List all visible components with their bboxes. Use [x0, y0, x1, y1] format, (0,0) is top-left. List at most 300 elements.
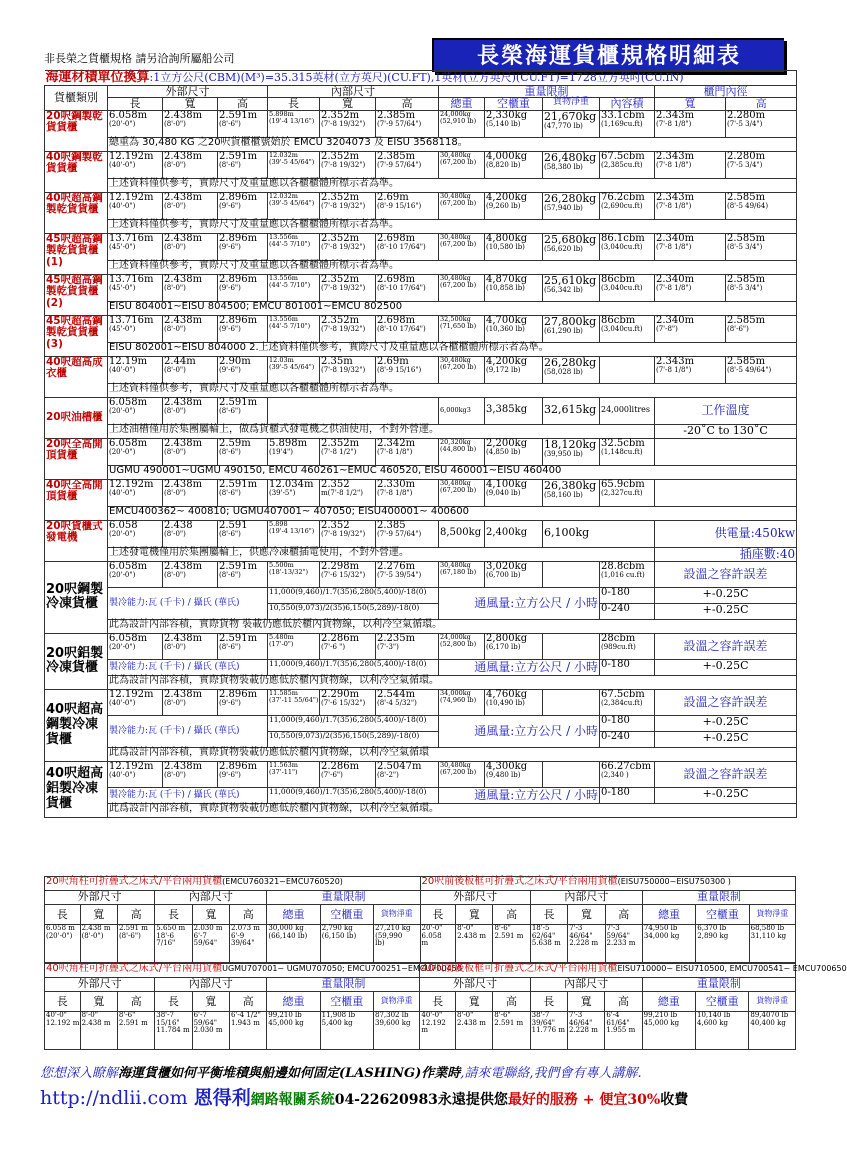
tare-weight: 4,870kg (10,858 lb)	[485, 274, 543, 301]
ventilation-value: 0-180	[600, 659, 655, 675]
cooling-capacity: 11,000(9,460)/1.7(35)6,280(5,400)/-18(0)	[268, 787, 439, 803]
header-door-height: 高	[726, 98, 797, 111]
ext-length: 12.192m (40'-0")	[108, 689, 163, 715]
int-height: 2.698m (8'-10 17/64")	[376, 233, 439, 260]
cooling-capacity: 11,000(9,460)/1.7(35)6,280(5,400)/-18(0)	[268, 715, 439, 731]
capacity: 28.8cbm (1,016 cu.ft)	[600, 561, 655, 587]
int-length: 5.500m (18'-13/32")	[268, 561, 320, 587]
gross-weight: 30,480kg (67,200 lb)	[439, 151, 485, 178]
header-int: 內部尺寸	[155, 978, 267, 992]
door-width: 2.343m (7'-8 1/8")	[655, 110, 726, 137]
flat-title: 20呎前後板框可折疊式之床式/平台兩用貨櫃(EISU750000~EISU750300 )	[420, 877, 795, 891]
header-width: 寬	[455, 992, 492, 1012]
flat-cell: 7'-3 59/64" 2.233 m	[605, 925, 642, 963]
header-gross: 總重	[267, 992, 320, 1012]
header-length: 長	[155, 992, 192, 1012]
int-width: 2.352m (7'-8 19/32")	[320, 315, 376, 342]
ext-length: 6.058 (20'-0")	[108, 520, 163, 547]
int-height: 2.698m (8'-10 17/64")	[376, 315, 439, 342]
int-width: 2.298m (7'-6 15/32")	[320, 561, 376, 587]
capacity	[600, 356, 655, 383]
flat-cell: 87,302 lb 39,600 kg	[374, 1012, 420, 1050]
flat-cell: 2.073 m 6'-9 39/64"	[230, 925, 267, 963]
ext-width: 2.438m (8'-0")	[163, 561, 218, 587]
tare-weight: 4,200kg (9,172 lb)	[485, 356, 543, 383]
door-height: 2.585m (8'-5 3/4")	[726, 233, 797, 260]
ext-length: 6.058m (20'-0")	[108, 561, 163, 587]
flat-cell: 40'-0" 12.192 m	[45, 1012, 81, 1050]
tare-weight: 4,760kg (10,490 lb)	[485, 689, 543, 715]
tolerance-value: +-0.25C	[655, 587, 797, 603]
table-row	[45, 233, 797, 260]
gross-weight: 24,000kg (52,910 lb)	[439, 110, 485, 137]
header-gross: 總重	[267, 905, 320, 925]
header-height: 高	[493, 905, 530, 925]
header-payload: 貨物淨重	[749, 905, 795, 925]
header-payload: 貨物淨重	[543, 98, 600, 111]
flat-cell: 74,950 lb 34,000 kg	[642, 925, 695, 963]
ext-height: 2.90m (9'-6")	[218, 356, 268, 383]
ext-height: 2.896m (9'-6")	[218, 315, 268, 342]
int-empty	[268, 397, 439, 424]
header-ext: 外部尺寸	[45, 891, 155, 905]
int-width: 2.352m (7'-8 19/32")	[320, 233, 376, 260]
flat-cell: 2.591 m (8'-6")	[117, 925, 154, 963]
container-type: 20呎鋁製冷凍貨櫃	[45, 633, 108, 689]
flat-cell: 2.438 m (8'-0")	[80, 925, 117, 963]
flat-cell: 11,908 lb 5,400 kg	[320, 1012, 373, 1050]
cooling-capacity: 10,550(9,073)/2(35)6,150(5,289)/-18(0)	[268, 603, 439, 619]
ext-length: 6.058m (20'-0")	[108, 110, 163, 137]
capacity: 86.1cbm (3,040cu.ft)	[600, 233, 655, 260]
flat-cell: 40'-0" 12.192 m	[420, 1012, 456, 1050]
header-length: 長	[420, 905, 456, 925]
container-type: 45呎超高鋼製乾貨貨櫃(1)	[45, 233, 108, 274]
header-weight: 重量限制	[439, 85, 655, 98]
header-payload: 貨物淨重	[374, 905, 420, 925]
int-height: 2.5047m (8'-2")	[376, 761, 439, 787]
flat-cell: 68,580 lb 31,110 kg	[749, 925, 795, 963]
container-type: 40呎全高開頂貨櫃	[45, 479, 108, 520]
ext-height: 2.896m (9'-6")	[218, 689, 268, 715]
payload: 21,670kg (47,770 lb)	[543, 110, 600, 137]
int-height: 2.330m (7'-8 1/8")	[376, 479, 439, 506]
row-note: 上述資料僅供參考，實際尺寸及重量應以各櫃櫃體所標示者為準。	[108, 260, 797, 274]
tare-weight: 4,200kg (9,260 lb)	[485, 192, 543, 219]
header-weight: 重量限制	[267, 978, 420, 992]
row-note: 上述資料僅供參考，實際尺寸及重量應以各櫃櫃體所標示者為準。	[108, 178, 797, 192]
container-type: 20呎油槽櫃	[45, 397, 108, 438]
flat-cell: 99,210 lb 45,000 kg	[642, 1012, 695, 1050]
ext-length: 6.058m (20'-0")	[108, 633, 163, 659]
int-length: 13.556m (44'-5 7/10")	[268, 233, 320, 260]
door-width: 2.340m (7'-8 1/8")	[655, 233, 726, 260]
ext-width: 2.438m (8'-0")	[163, 438, 218, 465]
header-int: 內部尺寸	[530, 891, 642, 905]
payload: 26,380kg (58,160 lb)	[543, 479, 600, 506]
row-note: 上述發電機僅用於集團屬輪上，供應冷凍櫃插電使用，不對外營運。	[108, 547, 655, 561]
gross-weight: 32,500kg (71,650 lb)	[439, 315, 485, 342]
int-height: 2.385m (7'-9 57/64")	[376, 110, 439, 137]
payload: 26,280kg (57,940 lb)	[543, 192, 600, 219]
header-type: 貨櫃類別	[45, 85, 108, 110]
ext-width: 2.438m (8'-0")	[163, 479, 218, 506]
ext-width: 2.438m (8'-0")	[163, 633, 218, 659]
tare-weight: 4,000kg (8,820 lb)	[485, 151, 543, 178]
ext-height: 2.59m (8'-6")	[218, 438, 268, 465]
header-ext-height: 高	[218, 98, 268, 111]
row-note: 上述資料僅供參考，實際尺寸及重量應以各櫃櫃體所標示者為準。	[108, 383, 797, 397]
flat-cell: 8'-6" 2.591 m	[493, 1012, 530, 1050]
flat-cell: 8'-0" 2.438 m	[456, 925, 493, 963]
cooling-label: 製冷能力:瓦 (千卡) / 攝氏 (華氏)	[108, 659, 268, 675]
gross-weight: 30,480kg (67,200 lb)	[439, 233, 485, 260]
capacity: 28cbm (989cu.ft)	[600, 633, 655, 659]
container-type: 40呎超高成衣櫃	[45, 356, 108, 397]
header-weight: 重量限制	[642, 891, 795, 905]
cooling-capacity: 10,550(9,073)/2(35)6,150(5,289)/-18(0)	[268, 731, 439, 747]
int-length: 11.585m (37'-11 55/64")	[268, 689, 320, 715]
door-width: 2.343m (7'-8 1/8")	[655, 356, 726, 383]
cooling-capacity: 11,000(9,460)/1.7(35)6,280(5,400)/-18(0)	[268, 587, 439, 603]
tare-weight: 4,800kg (10,580 lb)	[485, 233, 543, 260]
tolerance-label: 設溫之容許誤差	[655, 761, 797, 787]
flat-cell: 18'-5 62/64" 5.638 m	[530, 925, 567, 963]
tare-weight: 2,800kg (6,170 lb)	[485, 633, 543, 659]
payload: 25,680kg (56,620 lb)	[543, 233, 600, 260]
flat-cell: 30,000 kg (66,140 lb)	[267, 925, 320, 963]
page-title: 長榮海運貨櫃規格明細表	[432, 38, 784, 72]
ext-height: 2.591m (8'-6")	[218, 561, 268, 587]
row-note: 此爲設計內部容積，實際貨物裝載仍應低於櫃內貨物線，以利冷空氣循環	[108, 747, 797, 761]
payload: 26,480kg (58,380 lb)	[543, 151, 600, 178]
container-type: 40呎超高鋼製冷凍貨櫃	[45, 689, 108, 761]
header-ext: 外部尺寸	[45, 978, 155, 992]
payload: 6,100kg	[543, 520, 655, 547]
gross-weight: 30,480kg (67,180 lb)	[439, 561, 485, 587]
flat-cell: 38'-7 39/64" 11.776 m	[530, 1012, 567, 1050]
ext-length: 13.716m (45'-0")	[108, 274, 163, 301]
gross-weight: 6,000kg3	[439, 397, 485, 424]
ventilation-label: 通風量:立方公尺 / 小時	[439, 587, 600, 619]
flat-cell: 8'-6" 2.591 m	[493, 925, 530, 963]
header-tare: 空櫃重	[696, 905, 749, 925]
flat-cell: 89,4070 lb 40,400 kg	[749, 1012, 796, 1050]
tolerance-value: +-0.25C	[655, 787, 797, 803]
tare-weight: 2,200kg (4,850 lb)	[485, 438, 543, 465]
header-width: 寬	[456, 905, 493, 925]
tare-weight: 3,020kg (6,700 lb)	[485, 561, 543, 587]
header-height: 高	[229, 992, 266, 1012]
payload-empty	[543, 689, 600, 715]
gross-weight: 30,480kg (67,200 lb)	[439, 192, 485, 219]
int-width: 2.352m (7'-8 19/32")	[320, 110, 376, 137]
header-tare: 空櫃重	[485, 98, 543, 111]
header-width: 寬	[80, 992, 117, 1012]
header-door: 櫃門內徑	[655, 85, 797, 98]
capacity: 67.5cbm (2,385cu.ft)	[600, 151, 655, 178]
capacity: 24,000litres	[600, 397, 655, 424]
row-note: 此為設計內部容積，實際貨物 裝載仍應低於櫃內貨物線，以利冷空氣循環。	[108, 619, 797, 633]
capacity: 33.1cbm (1,169cu.ft)	[600, 110, 655, 137]
flat-title: 40呎角柱可折疊式之床式/平台兩用貨櫃UGMU707001~ UGMU707050; EMCU700251~EMCU700450	[45, 964, 420, 978]
int-height: 2.276m (7'-5 39/54")	[376, 561, 439, 587]
header-length: 長	[530, 992, 567, 1012]
door-width: 2.340m (7'-8 1/8")	[655, 274, 726, 301]
table-row	[45, 356, 797, 383]
container-type: 20呎鋼製乾貨貨櫃	[45, 110, 108, 151]
payload: 27,800kg (61,290 lb)	[543, 315, 600, 342]
flat-cell: 7'-3 46/64" 2.228 m	[567, 1012, 604, 1050]
ext-length: 13.716m (45'-0")	[108, 233, 163, 260]
website-link[interactable]: http://ndlii.com	[40, 1087, 188, 1109]
top-note: 非長榮之貨櫃規格 請另洽詢所屬船公司	[44, 52, 235, 65]
header-height: 高	[117, 905, 154, 925]
ventilation-label: 通風量:立方公尺 / 小時	[439, 787, 600, 803]
ventilation-value: 0-240	[600, 731, 655, 747]
int-length: 13.556m (44'-5 7/10")	[268, 274, 320, 301]
tare-weight: 3,385kg	[485, 397, 543, 424]
ext-width: 2.438m (8'-0")	[163, 192, 218, 219]
temp-label: 工作溫度	[655, 397, 797, 424]
container-type: 20呎貨櫃式發電機	[45, 520, 108, 561]
header-gross: 總重	[439, 98, 485, 111]
flat-cell: 38'-7 15/16" 11.784 m	[155, 1012, 192, 1050]
ext-width: 2.438m (8'-0")	[163, 274, 218, 301]
int-width: 2.290m (7'-6 15/32")	[320, 689, 376, 715]
cooling-label: 製冷能力:瓦 (千卡) / 攝氏 (華氏)	[108, 787, 268, 803]
header-ext: 外部尺寸	[108, 85, 268, 98]
header-height: 高	[493, 992, 530, 1012]
int-height: 2.69m (8'-9 15/16")	[376, 356, 439, 383]
row-note: EISU 802001~EISU 804000 2.上述資料僅供參考，實際尺寸及重量應以各櫃櫃體所標示者為準。	[108, 342, 797, 356]
container-type: 40呎鋼製乾貨貨櫃	[45, 151, 108, 192]
gross-weight: 30,480kg (67,200 lb)	[439, 479, 485, 506]
row-note: EISU 804001~EISU 804500; EMCU 801001~EMCU 802500	[108, 301, 797, 315]
ext-length: 12.192m (40'-0")	[108, 151, 163, 178]
payload-empty	[543, 561, 600, 587]
ext-length: 13.716m (45'-0")	[108, 315, 163, 342]
flat-cell: 7'-3 46/64" 2.228 m	[568, 925, 605, 963]
int-width: 2.286m (7'-6 ")	[320, 633, 376, 659]
header-int: 內部尺寸	[530, 978, 642, 992]
footer-line-2: http://ndlii.com 恩得利網路報關系統04-22620983永遠提供您最好的服務 + 便宜30%收費	[40, 1087, 689, 1109]
header-tare: 空櫃重	[320, 992, 373, 1012]
header-tare: 空櫃重	[696, 992, 749, 1012]
tolerance-value: +-0.25C	[655, 715, 797, 731]
ext-length: 6.058m (20'-0")	[108, 438, 163, 465]
ext-height: 2.591m (8'-6")	[218, 397, 268, 424]
int-height: 2.385 (7'-9 57/64")	[376, 520, 439, 547]
socket-count: 插座數:40	[655, 547, 797, 561]
ext-height: 2.896m (9'-6")	[218, 233, 268, 260]
flat-title: 20呎角柱可折疊式之床式/平台兩用貨櫃(EMCU760321~EMCU760520)	[45, 877, 421, 891]
capacity: 86cbm (3,040cu.ft)	[600, 315, 655, 342]
header-length: 長	[420, 992, 456, 1012]
header-height: 高	[117, 992, 154, 1012]
tare-weight: 4,700kg (10,360 lb)	[485, 315, 543, 342]
capacity: 76.2cbm (2,690cu.ft)	[600, 192, 655, 219]
ext-height: 2.591m (8'-6")	[218, 110, 268, 137]
header-door-width: 寬	[655, 98, 726, 111]
capacity: 32.5cbm (1,148cu.ft)	[600, 438, 655, 465]
int-width: 2.352 (7'-8 19/32")	[320, 520, 376, 547]
flat-cell: 27,210 kg (59,990 lb)	[374, 925, 420, 963]
header-length: 長	[45, 992, 81, 1012]
int-length: 12.034m (39'-5")	[268, 479, 320, 506]
ext-height: 2.591m (8'-6")	[218, 151, 268, 178]
container-type: 45呎超高鋼製乾貨貨櫃(2)	[45, 274, 108, 315]
int-height: 2.698m (8'-10 17/64")	[376, 274, 439, 301]
tare-weight: 4,100kg (9,040 lb)	[485, 479, 543, 506]
table-row	[45, 192, 797, 219]
gross-weight: 8,500kg	[439, 520, 485, 547]
tolerance-label: 設溫之容許誤差	[655, 561, 797, 587]
flat-cell: 6'-4 61/64" 1.955 m	[605, 1012, 642, 1050]
spec-table	[44, 70, 797, 818]
container-type: 40呎超高鋁製冷凍貨櫃	[45, 761, 108, 817]
payload: 26,280kg (58,028 lb)	[543, 356, 600, 383]
header-int: 內部尺寸	[268, 85, 439, 98]
power-output: 供電量:450kw	[655, 520, 797, 547]
ext-height: 2.591m (8'-6")	[218, 633, 268, 659]
payload: 18,120kg (39,950 lb)	[543, 438, 600, 465]
header-weight: 重量限制	[642, 978, 795, 992]
int-width: 2.352m (7'-8 19/32")	[320, 192, 376, 219]
header-height: 高	[605, 992, 642, 1012]
flat-rack-40-table	[44, 963, 847, 1050]
int-length: 12.032m (39'-5 45/64")	[268, 151, 320, 178]
door-width: 2.343m (7'-8 1/8")	[655, 192, 726, 219]
int-height: 2.342m (7'-8 1/8")	[376, 438, 439, 465]
ext-width: 2.438m (8'-0")	[163, 689, 218, 715]
flat-cell: 8'-0" 2.438 m	[455, 1012, 492, 1050]
door-height: 2.585m (8'-5 3/4")	[726, 274, 797, 301]
table-row	[45, 110, 797, 137]
header-weight: 重量限制	[267, 891, 420, 905]
capacity: 65.9cbm (2,327cu.ft)	[600, 479, 655, 506]
door-height: 2.585m (8'-5 49/64)	[726, 192, 797, 219]
table-row	[45, 274, 797, 301]
int-length: 5.898m (19'4")	[268, 438, 320, 465]
tare-weight: 4,300kg (9,480 lb)	[485, 761, 543, 787]
int-width: 2.352m (7'-8 19/32")	[320, 151, 376, 178]
flat-cell: 6'-7 59/64" 2.030 m	[192, 1012, 229, 1050]
int-width: 2.352 m(7'-8 1/2")	[320, 479, 376, 506]
header-capacity: 內容積	[600, 98, 655, 111]
cooling-label: 製冷能力:瓦 (千卡) / 攝氏 (華氏)	[108, 715, 268, 747]
header-int-length: 長	[268, 98, 320, 111]
flat-cell: 20'-0" 6.058 m	[420, 925, 456, 963]
payload: 25,610kg (56,342 lb)	[543, 274, 600, 301]
conversion-header: 海運材積單位換算:1立方公尺(CBM)(M³)=35.315英材(立方英尺)(CU.FT),1英材(立方英尺)(CU.FT)=1728立方英吋(CU.IN)	[45, 71, 797, 86]
header-tare: 空櫃重	[320, 905, 373, 925]
ventilation-value: 0-180	[600, 587, 655, 603]
flat-cell: 2,790 kg (6,150 lb)	[320, 925, 373, 963]
ext-width: 2.438m (8'-0")	[163, 315, 218, 342]
ventilation-value: 0-240	[600, 603, 655, 619]
header-length: 長	[155, 905, 192, 925]
ventilation-label: 通風量:立方公尺 / 小時	[439, 659, 600, 675]
flat-rack-20-table	[44, 876, 796, 963]
ext-length: 6.058m (20'-0")	[108, 397, 163, 424]
payload: 32,615kg	[543, 397, 600, 424]
int-height: 2.385m (7'-9 57/64")	[376, 151, 439, 178]
ext-width: 2.44m (8'-0")	[163, 356, 218, 383]
header-gross: 總重	[642, 905, 695, 925]
ventilation-value: 0-180	[600, 787, 655, 803]
tolerance-value: +-0.25C	[655, 603, 797, 619]
header-width: 寬	[568, 905, 605, 925]
header-int-height: 高	[376, 98, 439, 111]
int-length: 5.898m (19'-4 13/16")	[268, 110, 320, 137]
ext-length: 12.19m (40'-0")	[108, 356, 163, 383]
row-note: 此為設計內部容積，實際貨物裝載仍應低於櫃內貨物線，以利冷空氣循環。	[108, 675, 797, 689]
int-length: 11.563m (37'-11")	[268, 761, 320, 787]
ext-width: 2.438 (8'-0")	[163, 520, 218, 547]
header-height: 高	[605, 905, 642, 925]
door-width: 2.340m (7'-8")	[655, 315, 726, 342]
int-height: 2.235m (7'-3")	[376, 633, 439, 659]
header-int-width: 寬	[320, 98, 376, 111]
flat-cell: 99,210 lb 45,000 kg	[267, 1012, 320, 1050]
flat-title: 40呎前後板框可折疊式之床式/平台兩用貨櫃EISU710000~ EISU710500, EMCU700541~ EMCU700650	[420, 964, 796, 978]
header-ext: 外部尺寸	[420, 891, 530, 905]
int-width: 2.352m (7'-8 1/2")	[320, 438, 376, 465]
tare-weight: 2,400kg	[485, 520, 543, 547]
tolerance-value: +-0.25C	[655, 659, 797, 675]
header-ext-length: 長	[108, 98, 163, 111]
flat-cell: 5.650 m 18'-6 7/16"	[155, 925, 192, 963]
capacity: 66.27cbm (2,340 )	[600, 761, 655, 787]
ext-height: 2.896m (9'-6")	[218, 761, 268, 787]
ext-height: 2.896m (9'-6")	[218, 192, 268, 219]
gross-weight: 30,480kg (67,200 lb)	[439, 761, 485, 787]
header-ext: 外部尺寸	[420, 978, 530, 992]
int-width: 2.352m (7'-8 19/32")	[320, 274, 376, 301]
flat-cell: 10,140 lb 4,600 kg	[696, 1012, 749, 1050]
ext-height: 2.896m (9'-6")	[218, 274, 268, 301]
int-length: 12.032m (39'-5 45/64")	[268, 192, 320, 219]
flat-cell: 8'-6" 2.591 m	[117, 1012, 154, 1050]
gross-weight: 34,000kg (74,960 lb)	[439, 689, 485, 715]
ventilation-value: 0-180	[600, 715, 655, 731]
door-height: 2.280m (7'-5 3/4")	[726, 110, 797, 137]
gross-weight: 30,480kg (67,200 lb)	[439, 274, 485, 301]
gross-weight: 30,480kg (67,200 lb)	[439, 356, 485, 383]
ventilation-label: 通風量:立方公尺 / 小時	[439, 715, 600, 747]
footer-line-1: 您想深入瞭解海運貨櫃如何平衡堆積與船邊如何固定(LASHING)作業時,請來電聯絡,我們會有專人講解.	[40, 1066, 642, 1081]
ext-width: 2.438m (8'-0")	[163, 151, 218, 178]
ext-length: 12.192m (40'-0")	[108, 761, 163, 787]
tolerance-label: 設溫之容許誤差	[655, 689, 797, 715]
header-payload: 貨物淨重	[374, 992, 420, 1012]
header-width: 寬	[80, 905, 117, 925]
row-note: UGMU 490001~UGMU 490150, EMCU 460261~EMUC 460520, EISU 460001~EISU 460400	[108, 465, 797, 479]
table-row	[45, 151, 797, 178]
header-width: 寬	[567, 992, 604, 1012]
ext-height: 2.591m (8'-6")	[218, 479, 268, 506]
flat-cell: 6,370 lb 2,890 kg	[696, 925, 749, 963]
gross-weight: 20,320kg (44,800 lb)	[439, 438, 485, 465]
door-height: 2.280m (7'-5 3/4")	[726, 151, 797, 178]
header-width: 寬	[192, 992, 229, 1012]
ext-width: 2.438m (8'-0")	[163, 110, 218, 137]
row-note: EMCU400362~ 400810; UGMU407001~ 407050; EISU400001~ 400600	[108, 506, 797, 520]
tolerance-label: 設溫之容許誤差	[655, 633, 797, 659]
container-type: 20呎全高開頂貨櫃	[45, 438, 108, 479]
ext-width: 2.438m (8'-0")	[163, 233, 218, 260]
